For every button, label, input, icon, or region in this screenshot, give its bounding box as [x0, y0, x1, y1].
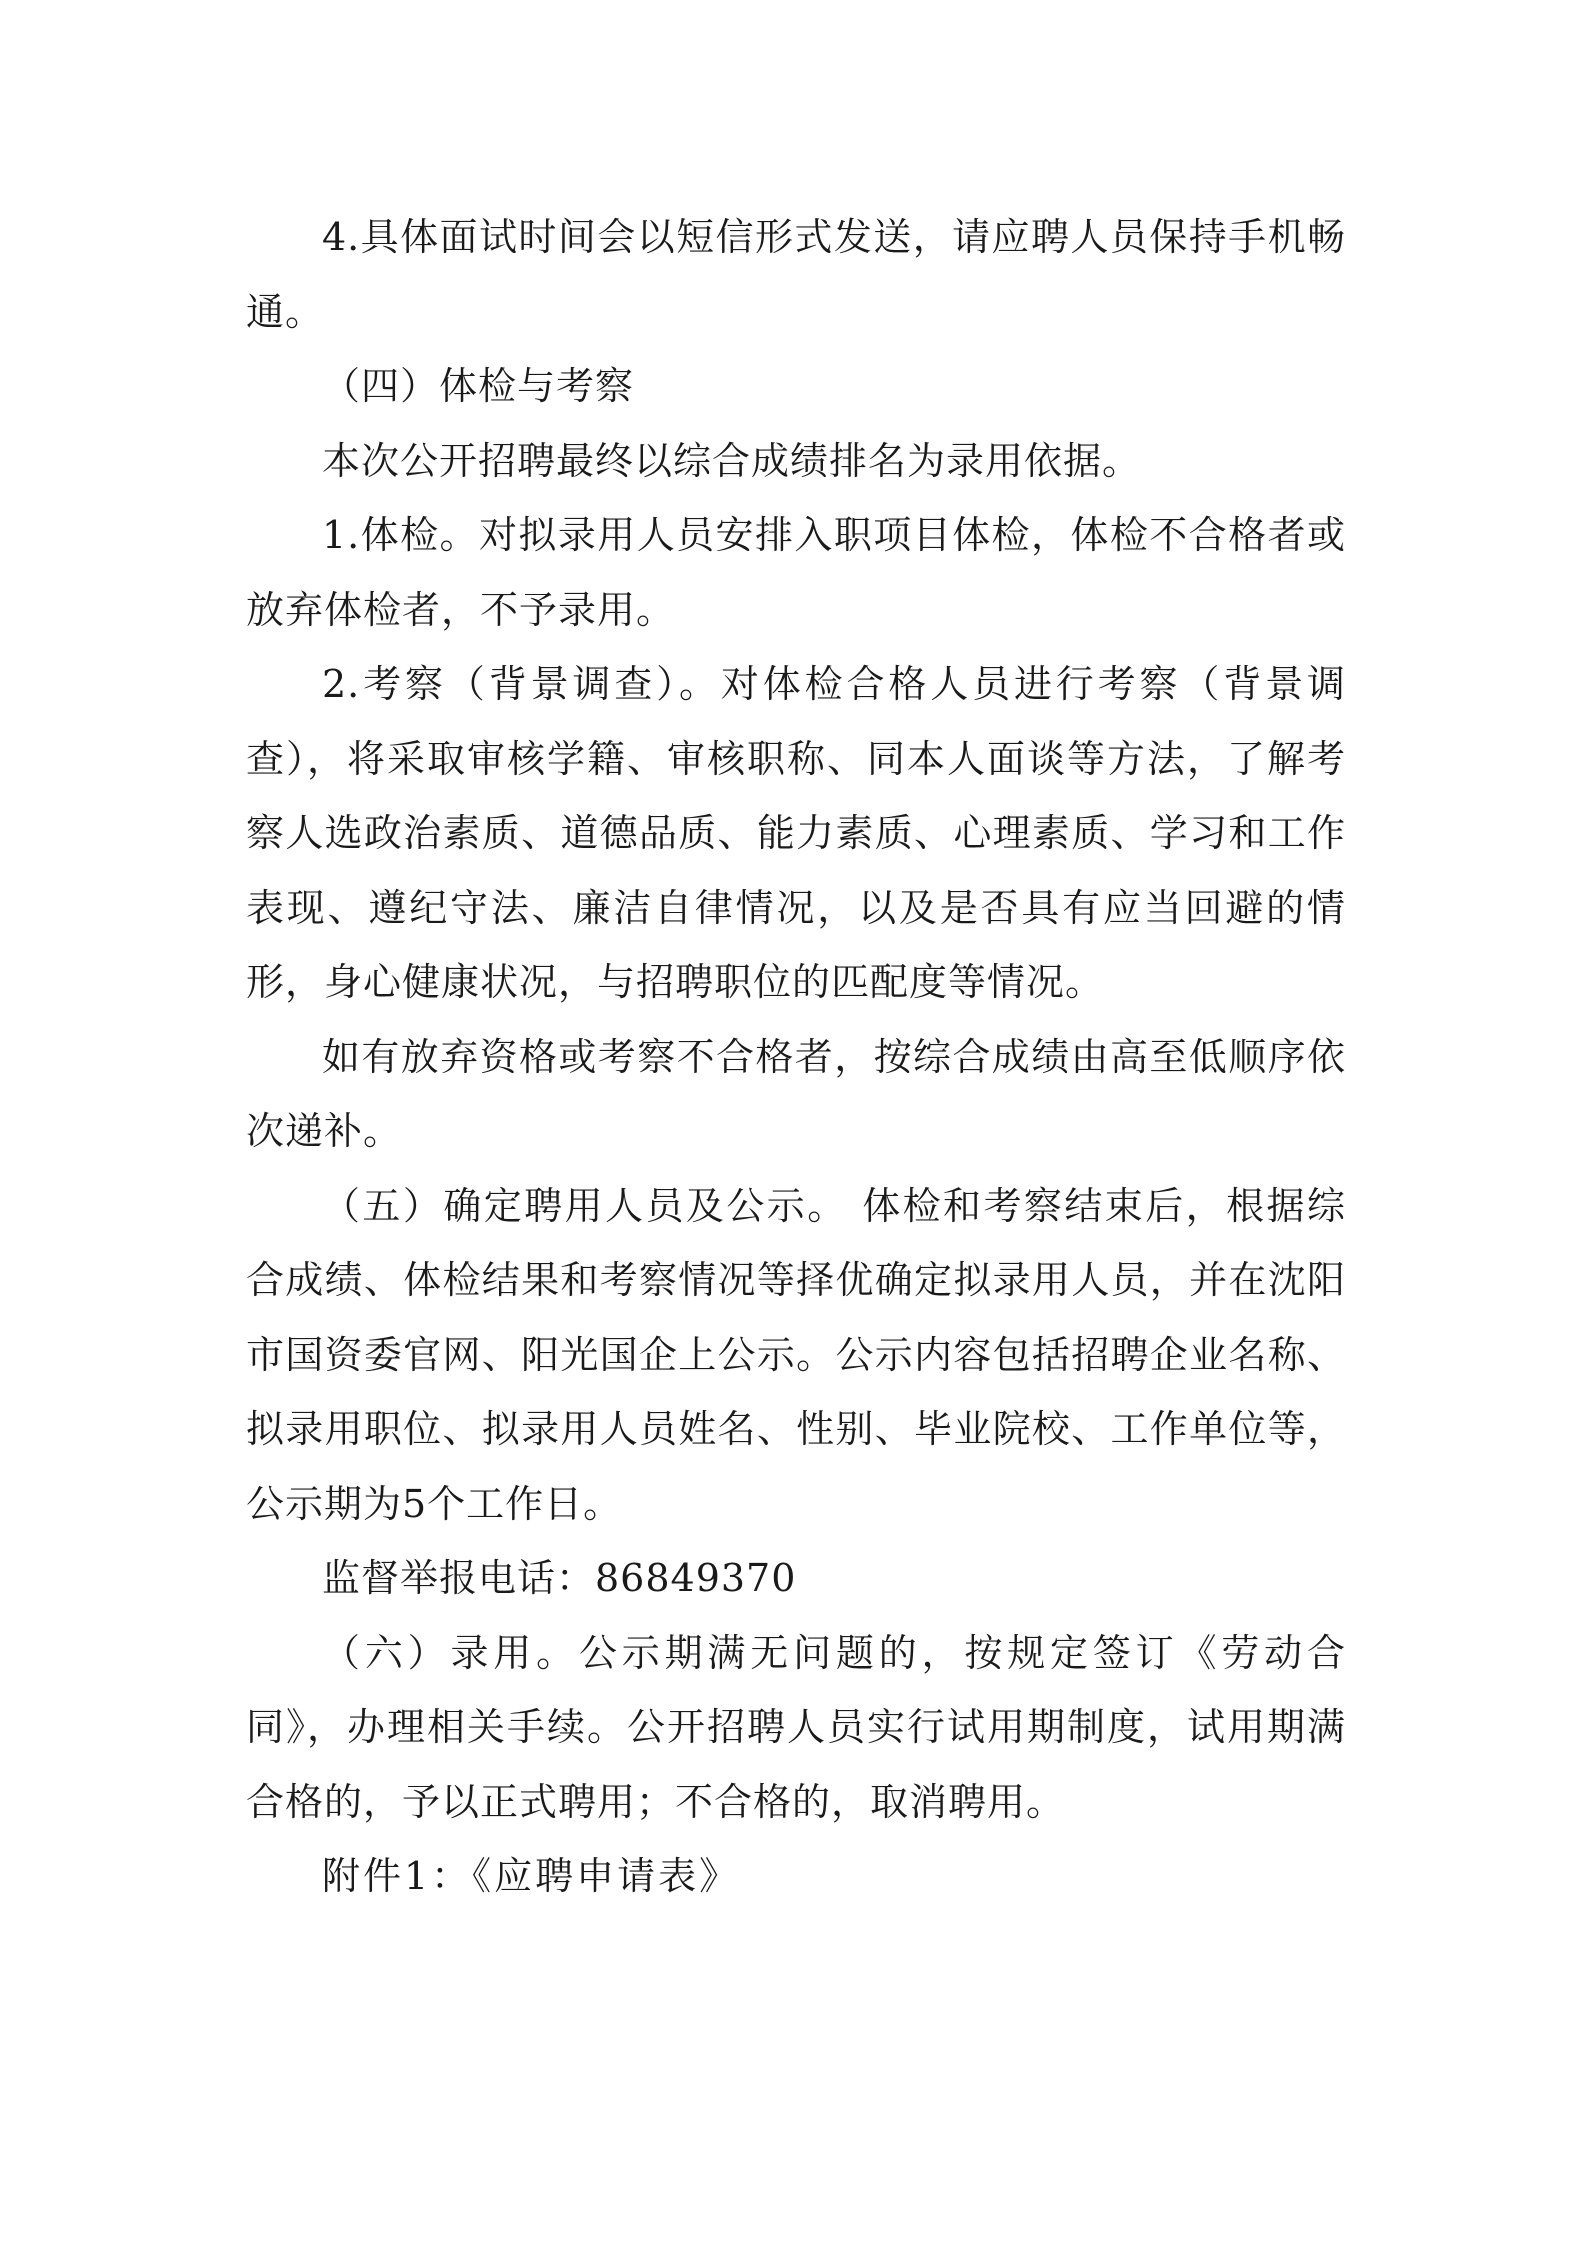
- section-heading-medical-check: （四）体检与考察: [322, 364, 635, 408]
- section-employment-paragraph: （六）录用。公示期满无问题的，按规定签订《劳动合同》，办理相关手续。公开招聘人员实行试用期制度，试用期满合格的，予以正式聘用；不合格的，取消聘用。: [246, 1630, 1346, 1824]
- document-body: [246, 200, 1346, 1914]
- hiring-basis-paragraph: 本次公开招聘最终以综合成绩排名为录用依据。: [322, 438, 1142, 483]
- interview-notice-paragraph: 4.具体面试时间会以短信形式发送，请应聘人员保持手机畅通。: [246, 215, 1346, 334]
- supervision-phone: 监督举报电话：86849370: [322, 1556, 797, 1600]
- section-publicity-paragraph: （五）确定聘用人员及公示。 体检和考察结束后，根据综合成绩、体检结果和考察情况等择优确定拟录用人员，并在沈阳市国资委官网、阳光国企上公示。公示内容包括招聘企业名称、拟录用职位、拟录用人员姓名、性别、毕业院校、工作单位等，公示期为5个工作日。: [246, 1183, 1346, 1526]
- attachment-line: 附件1：《应聘申请表》: [322, 1854, 741, 1898]
- replacement-paragraph: 如有放弃资格或考察不合格者，按综合成绩由高至低顺序依次递补。: [246, 1034, 1346, 1153]
- medical-check-paragraph: 1.体检。对拟录用人员安排入职项目体检，体检不合格者或放弃体检者，不予录用。: [246, 513, 1346, 632]
- background-check-paragraph: 2.考察（背景调查）。对体检合格人员进行考察（背景调查），将采取审核学籍、审核职称、同本人面谈等方法，了解考察人选政治素质、道德品质、能力素质、心理素质、学习和工作表现、遵纪守法、廉洁自律情况，以及是否具有应当回避的情形，身心健康状况，与招聘职位的匹配度等情况。: [246, 662, 1346, 1004]
